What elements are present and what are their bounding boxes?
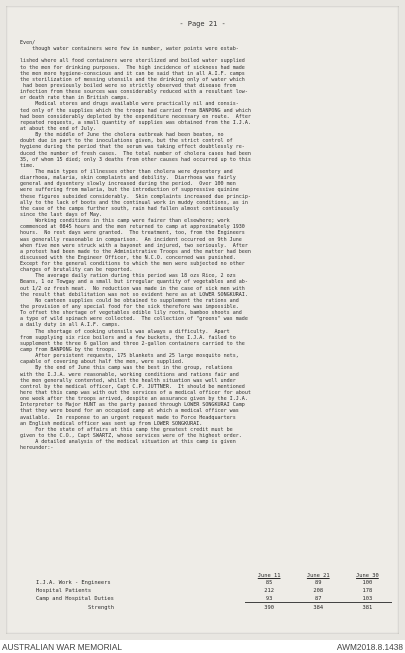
table-row [36,587,392,595]
text-line: diarrhoea, malaria, skin complaints and debility. Diarrhoea was fairly [20,175,236,182]
text-line: er death rate than in British camps. [20,95,130,102]
medical-analysis-table [36,572,392,612]
page-number-header: - Page 21 - [179,20,226,28]
text-line: capable of covering about half the men, were supplied. [20,359,185,366]
row-label: Camp and Hospital Duties [36,595,114,602]
text-line: Medical stores and drugs available were practically nil and consis- [20,101,239,108]
text-line: The shortage of cooking utensils was always a difficulty. Apart [20,328,230,335]
text-line: the case of the camps further south, rain had fallen almost continuously [20,205,239,212]
text-line: By the middle of June the cholera outbreak had been beaten, no [20,132,224,139]
text-line: from supplying six rice boilers and a few buckets, the I.J.A. failed to [20,334,236,341]
typed-page [6,6,399,634]
text-line: with the I.J.A. were reasonable, working conditions and rations fair and [20,371,239,378]
text-line: was generally reasonable in comparison. An incident occurred on 9th June [20,236,242,243]
table-cell: 212 [264,587,275,594]
text-line: when five men were struck with a bayonet and injured, two seriously. After [20,242,248,249]
text-line: hygiene during the period that the serum was taking effect doubtlessly re- [20,144,245,151]
text-line: camp from BANPONG by the troops. [20,347,118,354]
table-cell: 93 [265,595,273,602]
row-label: Strength [88,604,114,611]
text-line: lished where all food containers were sterilized and boiled water supplied [20,58,245,65]
table-cell: 100 [362,580,373,587]
text-line: to the men for drinking purposes. The high incidence of sickness had made [20,64,245,71]
text-line: supplement the three 6 gallon and three 2-gallon containers carried to the [20,340,245,347]
text-line: The main types of illnesses other than cholera were dysentery and [20,168,233,175]
text-line: By the end of June this camp was the best in the group, relations [20,365,233,372]
text-line: available. In response to an urgent request made to Force Headquarters [20,414,236,421]
text-line: had been considerably depleted by the expenditure necessary en route. After [20,113,251,120]
text-line: out 1/2 oz fresh meat. No reduction was made in the case of sick men with [20,285,245,292]
column-header: June 21 [306,572,330,579]
table-row [36,580,392,588]
column-header: June 11 [257,572,281,579]
text-line: had been previously boiled were so strictly observed that disease from [20,82,236,89]
text-line: hours. No rest days were granted. The treatment, too, from the Engineers [20,230,245,237]
text-line: ted only of the supplies which the troops had carried from BANPONG and which [20,107,251,114]
text-line: these figures subsided considerably. Skin complaints increased due princip- [20,193,251,200]
table-cell: 178 [362,587,373,594]
text-line: general and dysentery slowly increased during the period. Over 100 men [20,181,236,188]
text-line: Beans, 1 oz Towgay and a small but irregular quantity of vegetables and ab- [20,279,248,286]
text-line: here that this camp was with out the services of a medical officer for about [20,390,251,397]
table-cell: 89 [315,580,322,587]
footer-source: AUSTRALIAN WAR MEMORIAL [2,642,123,652]
table-cell: 87 [315,595,322,602]
table-row [36,595,392,603]
row-label: Hospital Patients [36,587,92,594]
text-line: the sterilization of messing utensils and the drinking only of water which [20,76,245,83]
text-line: hereunder:- [20,445,54,452]
table-cell: 208 [313,587,324,594]
text-line: For the state of affairs at this camp the greatest credit must be [20,426,233,433]
text-line: a type of wild spinach were collected. The collection of "greens" was made [20,316,248,323]
text-line: the provision of any special food for the sick therefore was impossible. [20,304,239,311]
table-total-row [36,603,392,612]
table-cell: 103 [362,595,373,602]
row-label: I.J.A. Work - Engineers [36,580,111,587]
text-line: Working conditions in this camp were fairer than elsewhere; work [20,218,230,225]
text-line: To offset the shortage of vegetables edible lily roots, bamboo shoots and [20,310,242,317]
text-line: an English medical officer was sent up from LOWER SONGKURAI. [20,420,203,427]
text-line: given to the C.O., Capt SWARTZ, whose services were of the highest order. [20,433,242,439]
text-line: a protest had been made to the Administrative Troops and the matter had been [20,248,251,255]
text-line: the men generally contented, whilst the health situation was well under [20,377,236,384]
table-cell: 390 [245,603,294,612]
text-line: repeated requests, a small quantity of supplies was obtained from the I.J.A. [20,119,251,126]
text-line: the men more hygiene-conscious and it can be said that in all A.I.F. camps [20,70,245,77]
text-line: doubt due in part to the inoculations given, but the strict control of [20,138,233,145]
text-line: the result that debilitation was not so evident here as at LOWER SONGKURAI. [20,291,248,298]
table-cell: 85 [265,580,273,587]
footer-reference: AWM2018.8.1438 [336,642,403,652]
text-line: since the last days of May. [20,211,103,218]
text-line: Except for the general conditions to which the men were subjected no other [20,261,245,268]
typed-body-text [20,40,386,451]
text-line: were suffering from malaria, but the introduction of suppressive quinine [20,187,239,194]
table-cell: 384 [294,603,343,612]
text-line: time. [20,162,36,169]
table-header-row [36,572,392,580]
text-line: infection from these sources was considerably reduced with a resultant low- [20,89,248,96]
text-line: commenced at 0845 hours and the men returned to camp at approximately 1930 [20,224,245,231]
text-line: discussed with the Engineer Officer, the N.C.O. concerned was punished. [20,254,236,261]
text-line: control by the medical officer, Capt C.P. JUTTNER. It should be mentioned [20,383,245,390]
text-line: Interpreter to Major HUNT as the party passed through LOWER SONGKURAI Camp [20,402,245,409]
text-line: 35, of whom 15 died; only 3 deaths from other causes had occurred up to this [20,156,251,163]
column-header: June 30 [356,572,379,579]
text-line: No canteen supplies could be obtained to supplement the rations and [20,297,239,304]
text-line: charges of brutality can be reported. [20,267,133,274]
text-line: though water containers were few in number, water points were estab- [20,46,239,53]
text-line: A detailed analysis of the medical situation at this camp is given [20,439,236,446]
text-line: duced the number of fresh cases. The total number of cholera cases had been [20,150,251,157]
text-line: a daily duty in all A.I.F. camps. [20,322,121,329]
text-line: at about the end of July. [20,125,96,132]
table-cell: 381 [343,603,392,612]
text-line: The average daily ration during this period was 18 ozs Rice, 2 ozs [20,273,236,280]
archive-footer [0,640,405,653]
text-line: one week after the troops arrived, despite an assurance given by the I.J.A. [20,396,248,403]
text-line: ally to the lack of boots and the continual work in muddy conditions, as in [20,199,248,206]
text-line: that they were bound for an occupied camp at which a medical officer was [20,408,239,415]
text-line: Even/ [20,40,36,46]
text-line: After persistent requests, 175 blankets and 25 large mosquito nets, [20,353,239,360]
